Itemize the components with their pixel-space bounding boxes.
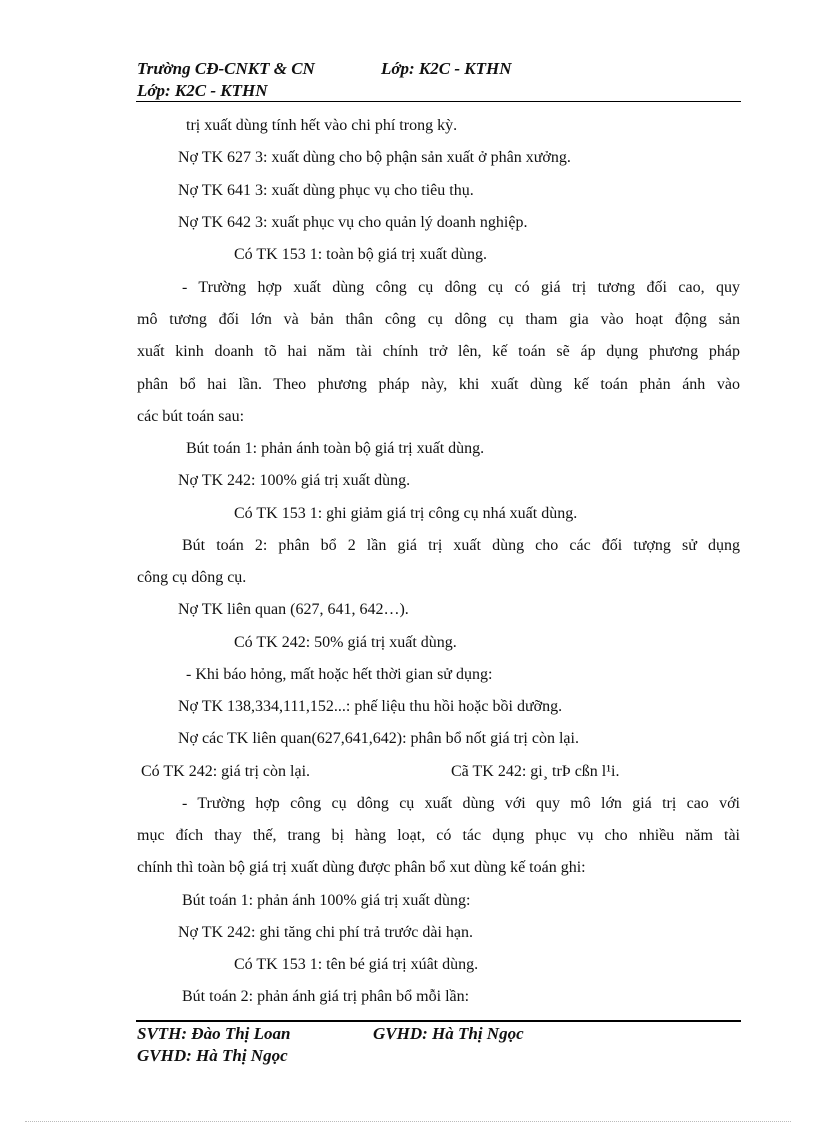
paragraph-line: phân bổ hai lần. Theo phương pháp này, khi xuất dùng kế toán phản ánh vào bbox=[137, 376, 740, 393]
paragraph-line: mục đích thay thế, trang bị hàng loạt, có tác dụng phục vụ cho nhiều năm tài bbox=[137, 827, 740, 844]
text-line: Nợ TK 642 3: xuất phục vụ cho quản lý doanh nghiệp. bbox=[178, 214, 528, 231]
text-line: Nợ TK 641 3: xuất dùng phục vụ cho tiêu thụ. bbox=[178, 182, 474, 199]
text-line: - Khi báo hỏng, mất hoặc hết thời gian sử dụng: bbox=[186, 666, 493, 683]
page-edge-divider bbox=[25, 1121, 791, 1122]
text-line: Nợ TK 242: ghi tăng chi phí trả trước dài hạn. bbox=[178, 924, 474, 941]
text-line: Bút toán 1: phản ánh toàn bộ giá trị xuất dùng. bbox=[186, 440, 485, 457]
text-line: Bút toán 2: phản ánh giá trị phân bổ mỗi lần: bbox=[182, 988, 470, 1005]
paragraph-line: Bút toán 2: phân bổ 2 lần giá trị xuất dùng cho các đối tượng sử dụng bbox=[182, 537, 740, 554]
paragraph-line: xuất kinh doanh tõ hai năm tài chính trở lên, kế toán sẽ áp dụng phương pháp bbox=[137, 343, 740, 360]
footer-line-1 bbox=[137, 1023, 524, 1045]
text-line: công cụ dông cụ. bbox=[137, 569, 247, 586]
text-line: Nợ các TK liên quan(627,641,642): phân bổ nốt giá trị còn lại. bbox=[178, 730, 579, 747]
column-right: Cã TK 242: gi¸ trÞ cßn l¹i. bbox=[451, 763, 620, 780]
text-line: Nợ TK liên quan (627, 641, 642…). bbox=[178, 601, 409, 618]
header-line-2: Lớp: K2C - KTHN bbox=[137, 81, 268, 100]
header-line-1 bbox=[137, 58, 512, 80]
text-line: Bút toán 1: phản ánh 100% giá trị xuất dùng: bbox=[182, 892, 471, 909]
text-line-two-column bbox=[141, 762, 310, 782]
header-rule bbox=[136, 101, 741, 102]
footer-line-2: GVHD: Hà Thị Ngọc bbox=[137, 1046, 288, 1065]
footer-rule bbox=[136, 1020, 741, 1022]
paragraph-line: mô tương đối lớn và bản thân công cụ dông cụ tham gia vào hoạt động sản bbox=[137, 311, 740, 328]
text-line: Có TK 153 1: tên bé giá trị xúât dùng. bbox=[234, 956, 479, 973]
paragraph-line: - Trường hợp công cụ dông cụ xuất dùng với quy mô lớn giá trị cao với bbox=[182, 795, 740, 812]
text-line: Nợ TK 627 3: xuất dùng cho bộ phận sản xuất ở phân xưởng. bbox=[178, 149, 571, 166]
class-name: Lớp: K2C - KTHN bbox=[381, 59, 512, 78]
text-line: Có TK 153 1: toàn bộ giá trị xuất dùng. bbox=[234, 246, 488, 263]
text-line: Nợ TK 138,334,111,152...: phế liệu thu hồi hoặc bồi dưỡng. bbox=[178, 698, 563, 715]
text-line: chính thì toàn bộ giá trị xuất dùng được phân bổ xut dùng kế toán ghi: bbox=[137, 859, 586, 876]
school-name: Trường CĐ-CNKT & CN bbox=[137, 59, 315, 78]
advisor-name: GVHD: Hà Thị Ngọc bbox=[373, 1024, 524, 1043]
student-name: SVTH: Đào Thị Loan bbox=[137, 1024, 291, 1043]
text-line: Nợ TK 242: 100% giá trị xuất dùng. bbox=[178, 472, 411, 489]
text-line: trị xuất dùng tính hết vào chi phí trong kỳ. bbox=[186, 117, 458, 134]
text-line: các bút toán sau: bbox=[137, 408, 245, 425]
column-left: Có TK 242: giá trị còn lại. bbox=[141, 763, 311, 780]
text-line: Có TK 153 1: ghi giảm giá trị công cụ nhá xuất dùng. bbox=[234, 505, 578, 522]
text-line: Có TK 242: 50% giá trị xuất dùng. bbox=[234, 634, 457, 651]
paragraph-line: - Trường hợp xuất dùng công cụ dông cụ có giá trị tương đối cao, quy bbox=[182, 279, 740, 296]
